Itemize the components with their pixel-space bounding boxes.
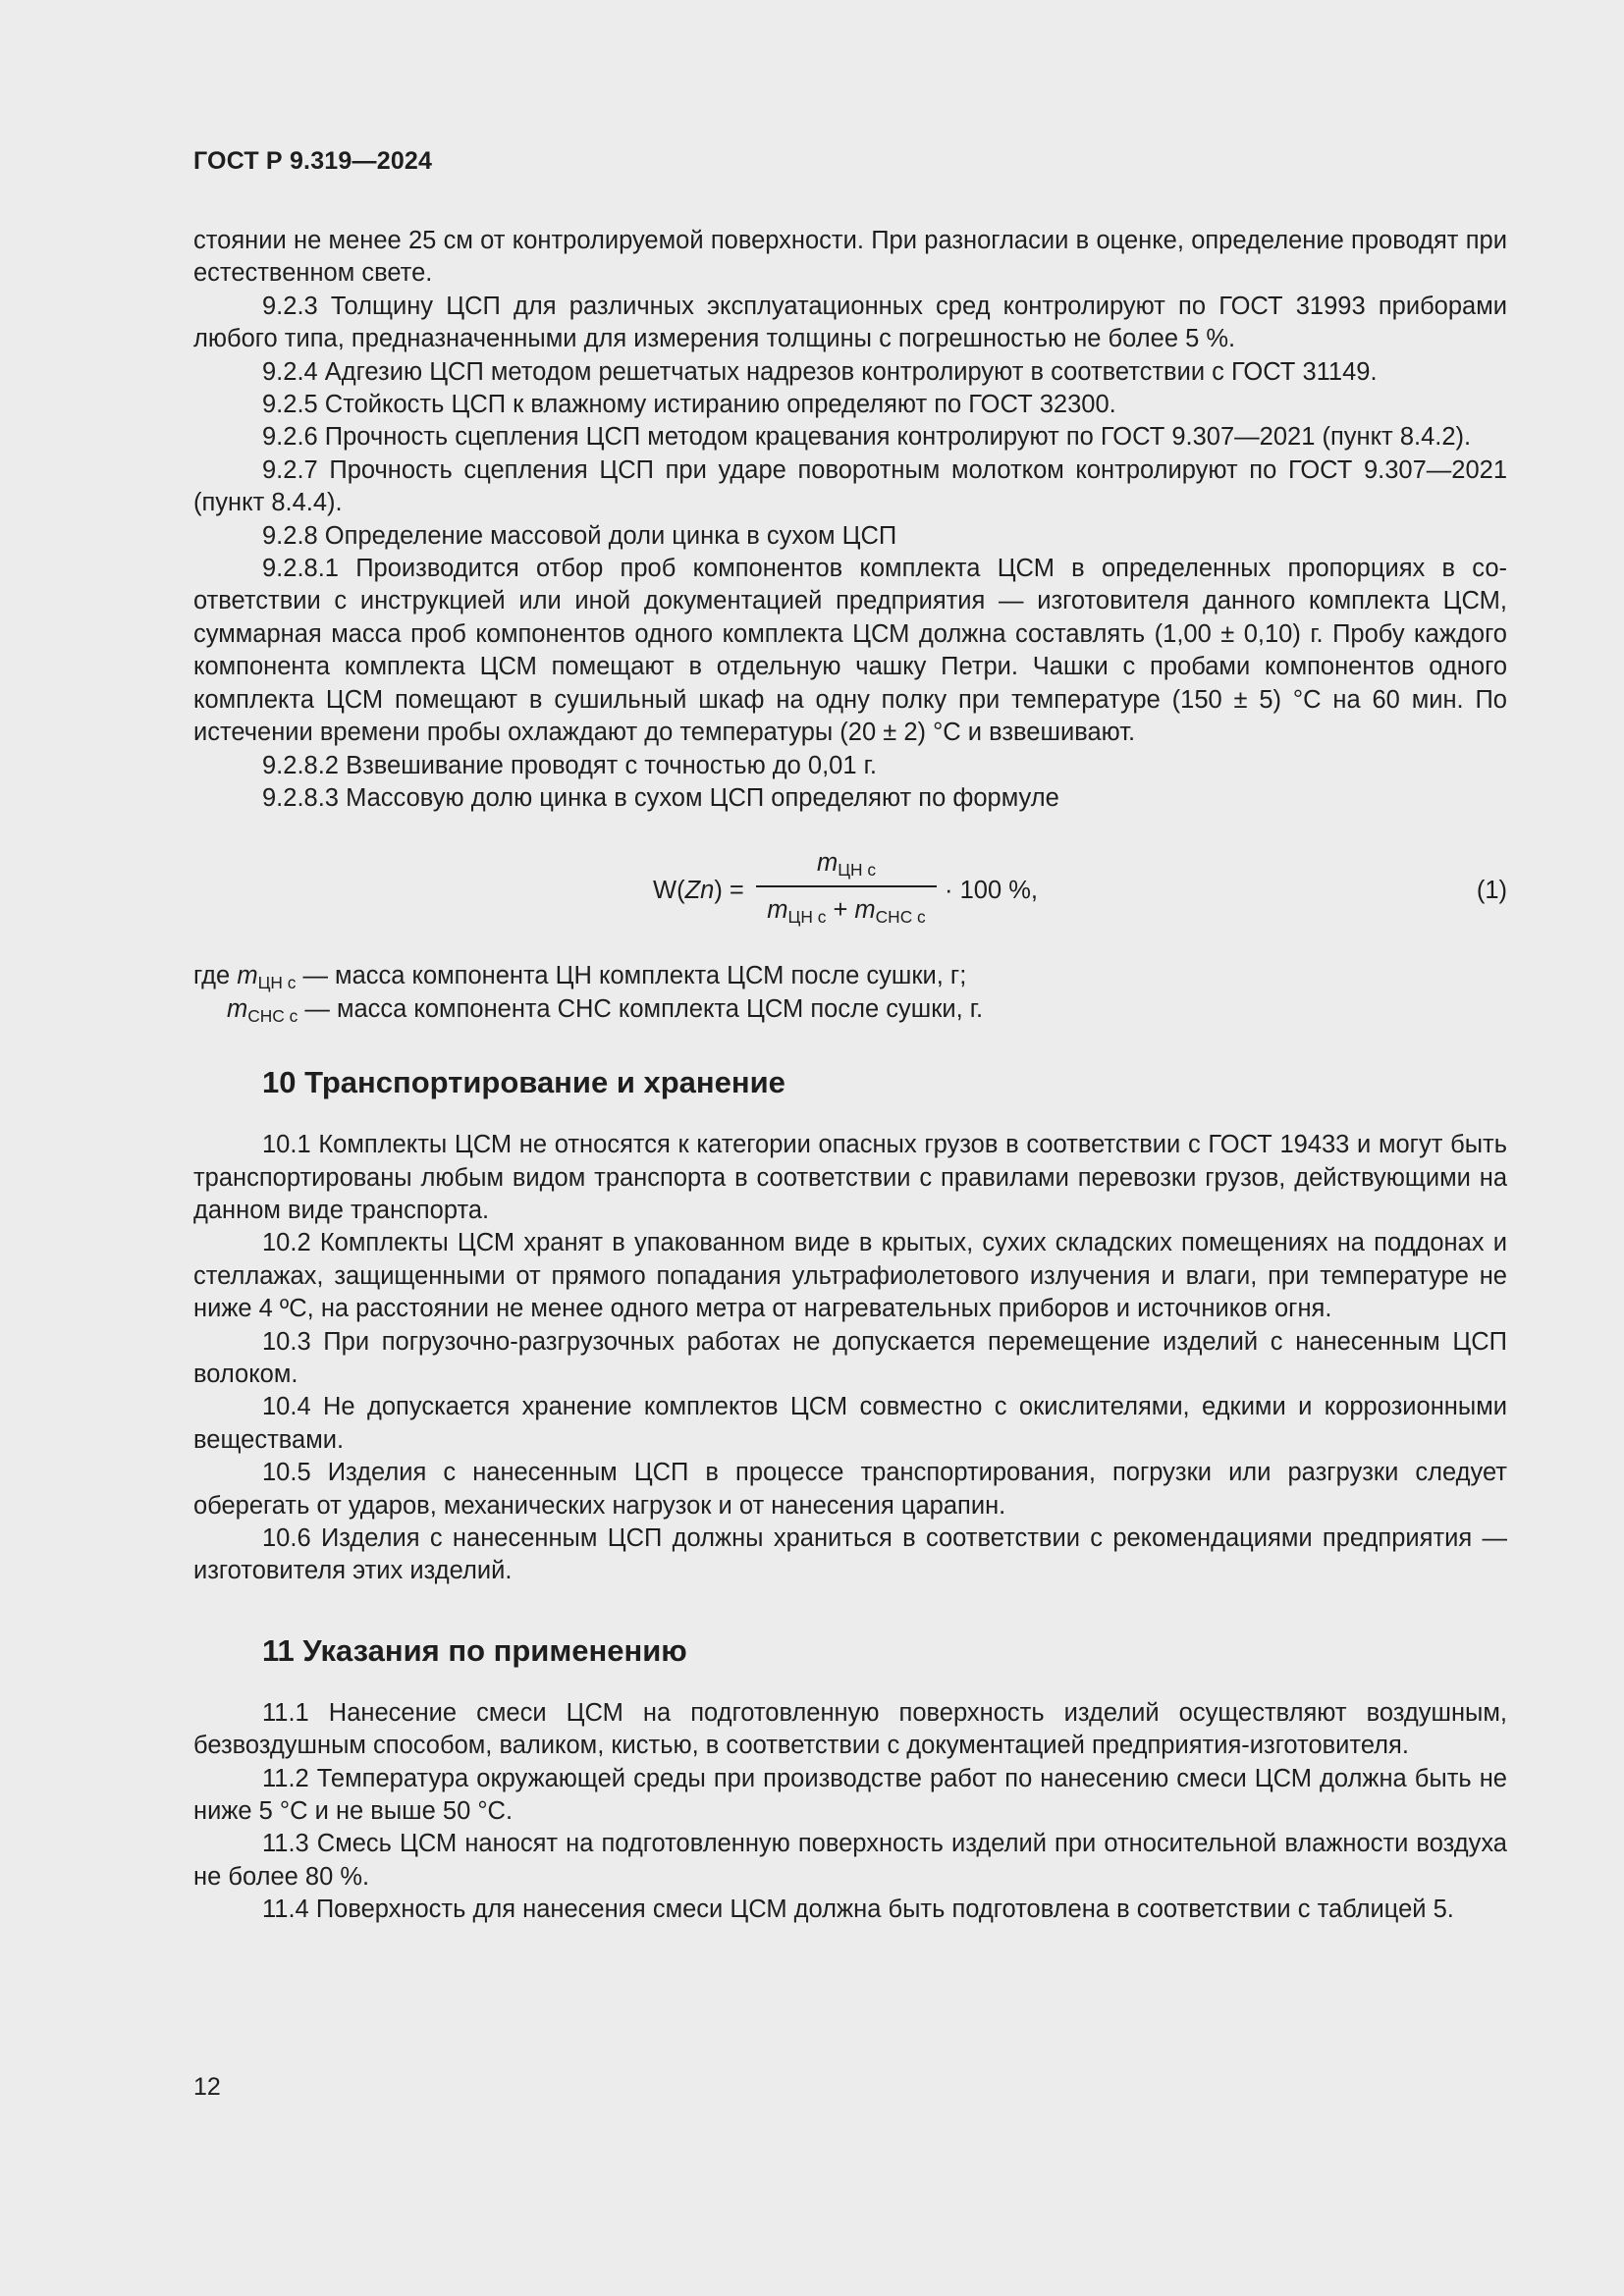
paragraph-9-2-7: 9.2.7 Прочность сцепления ЦСП при ударе поворотным молотком контролируют по ГОСТ 9.307—2021 (пункт 8.4.4). (193, 455, 1507, 517)
paragraph-10-1: 10.1 Комплекты ЦСМ не относятся к категории опасных грузов в соответствии с ГОСТ 19433 и могут быть транспортированы любым видом транспорта в соответствии с правилами перевозки грузов, действующими на данном виде транспорта. (193, 1131, 1507, 1224)
section-10-heading: 10 Транспортирование и хранение (262, 1065, 785, 1100)
page-number: 12 (193, 2073, 221, 2101)
paragraph-9-2-8: 9.2.8 Определение массовой доли цинка в сухом ЦСП (262, 521, 897, 550)
paragraph-11-2: 11.2 Температура окружающей среды при производстве работ по нанесению смеси ЦСМ должна быть не ниже 5 °С и не выше 50 °С. (193, 1764, 1507, 1826)
formula-numerator: $m_{ЦН с}$ (816, 849, 877, 881)
formula-zinc-fraction (193, 844, 1507, 940)
paragraph-10-6: 10.6 Изделия с нанесенным ЦСП должны храниться в соответствии с рекомендациями предприятия — изготовителя этих изделий. (193, 1524, 1507, 1585)
paragraph-10-4: 10.4 Не допускается хранение комплектов ЦСМ совместно с окислителями, едкими и коррозионными веществами. (193, 1393, 1507, 1454)
formula-multiplier: · 100 %, (945, 877, 1038, 905)
paragraph-11-1: 11.1 Нанесение смеси ЦСМ на подготовленную поверхность изделий осуществляют воздушным, безвоздушным способом, валиком, кистью, в соответствии с документацией предприятия-изготовителя. (193, 1698, 1507, 1760)
paragraph-continuation: стоянии не менее 25 см от контролируемой поверхности. При разногласии в оценке, определение проводят при естественном свете. (193, 227, 1507, 288)
paragraph-10-5: 10.5 Изделия с нанесенным ЦСП в процессе транспортирования, погрузки или разгрузки следует оберегать от ударов, механических нагрузок и от нанесения царапин. (193, 1459, 1507, 1520)
formula-fraction (756, 844, 937, 927)
paragraph-9-2-3: 9.2.3 Толщину ЦСП для различных эксплуатационных сред контролируют по ГОСТ 31993 приборами любого типа, предназначенными для измерения толщины с погрешностью не более 5 %. (193, 292, 1507, 353)
where-line-zn: где $m_{ЦН с}$ — масса компонента ЦН комплекта ЦСМ после сушки, г; (193, 962, 967, 993)
formula-lhs: W(Zn) = (653, 877, 744, 905)
paragraph-9-2-8-1: 9.2.8.1 Производится отбор проб компонентов комплекта ЦСМ в определенных пропорциях в соответствии с инструкцией или иной документацией предприятия — изготовителя данного комплекта ЦСМ, суммарная масса проб компонентов одного комплекта ЦСМ должна составлять (1,00 ± 0,10) г. Пробу каждого компонента комплекта ЦСМ помещают в отдельную чашку Петри. Чашки с пробами компонентов одного комплекта ЦСМ помещают в сушильный шкаф на одну полку при температуре (150 ± 5) °С на 60 мин. По истечении времени пробы охлаждают до температуры (20 ± 2) °С и взвешивают. (193, 555, 1507, 747)
paragraph-9-2-5: 9.2.5 Стойкость ЦСП к влажному истиранию определяют по ГОСТ 32300. (262, 391, 1116, 419)
paragraph-9-2-4: 9.2.4 Адгезию ЦСП методом решетчатых надрезов контролируют в соответствии с ГОСТ 31149. (262, 357, 1378, 386)
formula-number: (1) (1476, 877, 1507, 905)
paragraph-11-4: 11.4 Поверхность для нанесения смеси ЦСМ должна быть подготовлена в соответствии с таблицей 5. (262, 1896, 1454, 1924)
where-line-snc: $m_{СНС с}$ — масса компонента СНС комплекта ЦСМ после сушки, г. (227, 994, 984, 1026)
formula-denominator: $m_{ЦН с} + m_{СНС с}$ (767, 896, 926, 928)
paragraph-10-2: 10.2 Комплекты ЦСМ хранят в упакованном виде в крытых, сухих складских помещениях на поддонах и стеллажах, защищенными от прямого попадания ультрафиолетового излучения и влаги, при температуре не ниже 4 ºС, на расстоянии не менее одного метра от нагревательных приборов и источников огня. (193, 1229, 1507, 1323)
paragraph-9-2-8-3: 9.2.8.3 Массовую долю цинка в сухом ЦСП определяют по формуле (262, 783, 1059, 812)
paragraph-9-2-8-2: 9.2.8.2 Взвешивание проводят с точностью до 0,01 г. (262, 751, 877, 779)
page-body (193, 225, 1507, 1927)
paragraph-9-2-6: 9.2.6 Прочность сцепления ЦСП методом крацевания контролируют по ГОСТ 9.307—2021 (пункт 8.4.2). (262, 423, 1472, 452)
paragraph-11-3: 11.3 Смесь ЦСМ наносят на подготовленную поверхность изделий при относительной влажности воздуха не более 80 %. (193, 1830, 1507, 1891)
document-header: ГОСТ Р 9.319—2024 (193, 147, 433, 175)
section-11-heading: 11 Указания по применению (262, 1632, 687, 1668)
paragraph-10-3: 10.3 При погрузочно-разгрузочных работах не допускается перемещение изделий с нанесенным ЦСП волоком. (193, 1327, 1507, 1388)
fraction-bar (756, 885, 937, 887)
